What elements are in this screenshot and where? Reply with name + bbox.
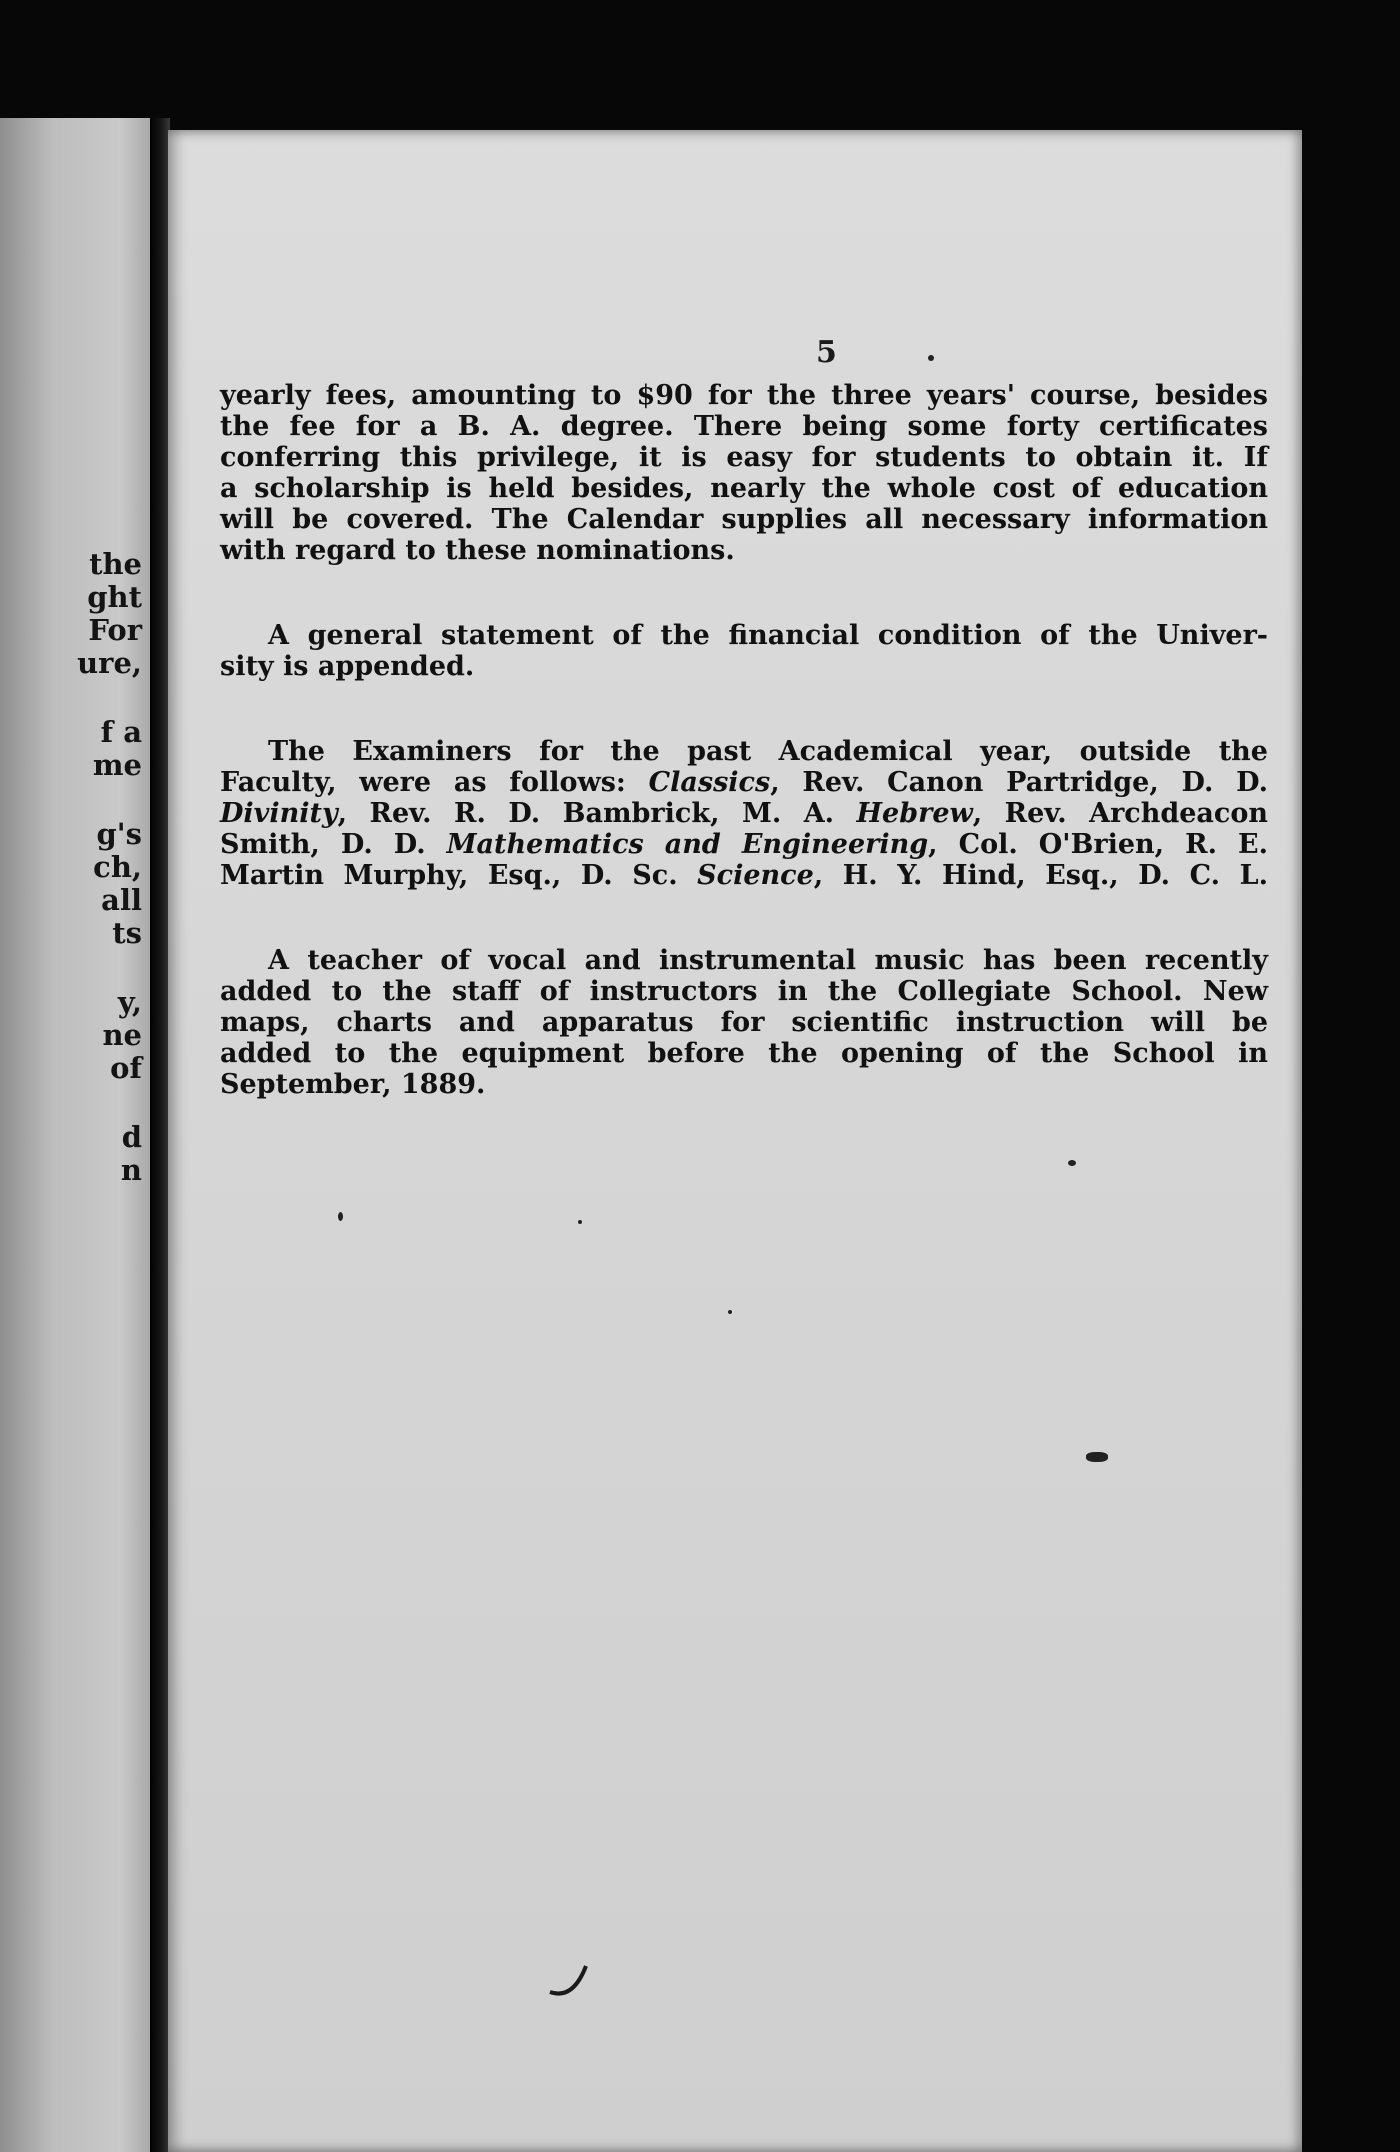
left-fragment: ne [102, 1018, 142, 1052]
document-page [168, 130, 1302, 2152]
text-line: with regard to these nominations. [220, 535, 735, 566]
text-line: Divinity, Rev. R. D. Bambrick, M. A. Hebrew, Rev. Archdeacon [220, 798, 1268, 829]
left-fragment: ch, [93, 850, 142, 884]
left-fragment: y, [117, 985, 142, 1019]
text-line: The Examiners for the past Academical year, outside the [268, 736, 1268, 767]
text-line: Martin Murphy, Esq., D. Sc. Science, H. Y. Hind, Esq., D. C. L. [220, 860, 1268, 891]
paragraph-financial-statement [220, 620, 1268, 682]
text-line: added to the equipment before the opening of the School in [220, 1038, 1268, 1069]
text-line: Smith, D. D. Mathematics and Engineering, Col. O'Brien, R. E. [220, 829, 1268, 860]
text-line: September, 1889. [220, 1069, 486, 1100]
left-fragment: me [92, 748, 142, 782]
page-body [220, 380, 1268, 1154]
left-page-text-fragments [2, 548, 142, 1187]
left-fragment: all [101, 883, 142, 917]
left-fragment: n [120, 1153, 142, 1187]
left-fragment: f a [100, 715, 142, 749]
left-fragment: ts [112, 916, 142, 950]
scan-speck [928, 355, 934, 361]
text-line: added to the staff of instructors in the Collegiate School. New [220, 976, 1268, 1007]
paragraph-fees [220, 380, 1268, 566]
text-line: A general statement of the financial condition of the Univer- [268, 620, 1268, 651]
text-line: Faculty, were as follows: Classics, Rev. Canon Partridge, D. D. [220, 767, 1268, 798]
text-line: A teacher of vocal and instrumental music has been recently [268, 945, 1268, 976]
left-fragment: d [121, 1120, 142, 1154]
paragraph-examiners [220, 736, 1268, 891]
scan-mark [548, 1960, 598, 2000]
text-line: will be covered. The Calendar supplies all necessary information [220, 504, 1268, 535]
text-line: sity is appended. [220, 651, 475, 682]
left-fragment: g's [96, 817, 142, 851]
scan-speck [578, 1220, 582, 1224]
text-line: a scholarship is held besides, nearly the whole cost of education [220, 473, 1268, 504]
text-line: maps, charts and apparatus for scientific instruction will be [220, 1007, 1268, 1038]
scan-speck [1068, 1160, 1076, 1166]
text-line: the fee for a B. A. degree. There being some forty certificates [220, 411, 1268, 442]
scan-speck [1086, 1452, 1108, 1462]
left-fragment: ght [87, 580, 142, 614]
left-fragment: of [110, 1051, 142, 1085]
text-line: yearly fees, amounting to $90 for the three years' course, besides [220, 380, 1268, 411]
left-fragment: ure, [77, 646, 142, 680]
scan-speck [338, 1212, 343, 1221]
paragraph-music-teacher [220, 945, 1268, 1100]
page-number: 5 [816, 335, 837, 370]
left-facing-page [0, 118, 150, 2152]
text-line: conferring this privilege, it is easy for students to obtain it. If [220, 442, 1268, 473]
left-fragment: For [88, 613, 142, 647]
book-gutter [150, 118, 170, 2152]
left-fragment: the [89, 547, 142, 581]
scan-speck [728, 1310, 732, 1314]
